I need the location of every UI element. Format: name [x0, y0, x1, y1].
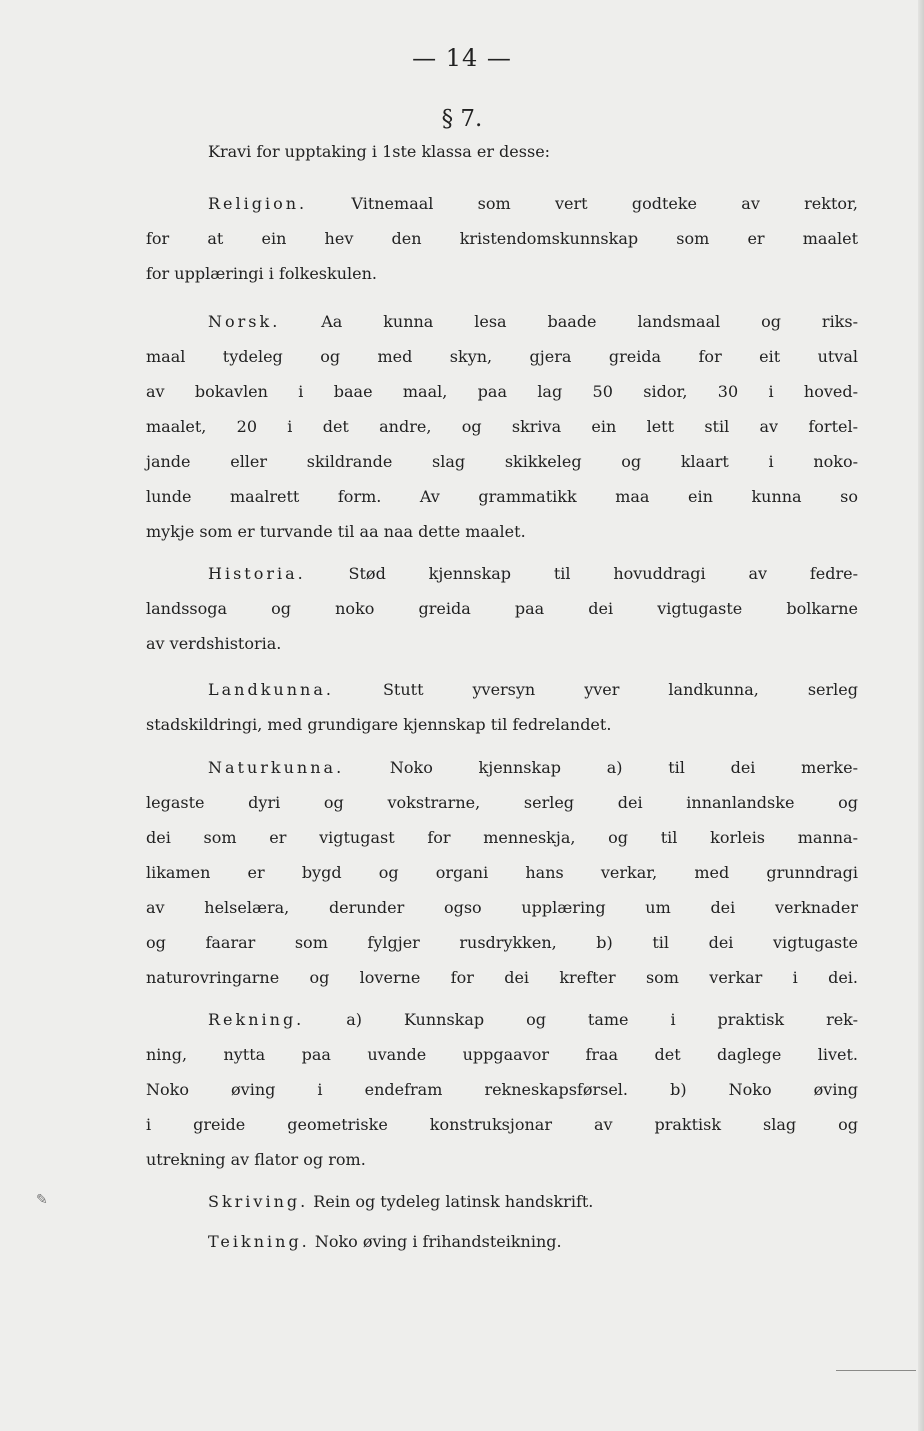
paragraph-line: mykje som er turvande til aa naa dette maalet. [146, 522, 526, 541]
paragraph-line: ning, nytta paa uvande uppgaavor fraa det daglege livet. [146, 1045, 858, 1064]
paragraph-line: stadskildringi, med grundigare kjennskap til fedrelandet. [146, 715, 612, 734]
paragraph-line: legaste dyri og vokstrarne, serleg dei innanlandske og [146, 793, 858, 812]
paragraph-line: utrekning av flator og rom. [146, 1150, 366, 1169]
paragraph-heading: Skriving. [208, 1192, 309, 1211]
paragraph-heading: Historia. [208, 564, 306, 583]
paragraph-first-line [146, 564, 858, 599]
paragraph-line: i greide geometriske konstruksjonar av praktisk slag og [146, 1115, 858, 1134]
intro-line: Kravi for upptaking i 1ste klassa er desse: [208, 142, 551, 161]
paragraph-first-line [146, 312, 858, 347]
paragraph-line: jande eller skildrande slag skikkeleg og klaart i noko- [146, 452, 858, 471]
paragraph-heading: Religion. [208, 194, 308, 213]
paragraph-first-line [146, 1192, 858, 1227]
paragraph-first-line [146, 758, 858, 793]
paragraph-line: for upplæringi i folkeskulen. [146, 264, 377, 283]
paragraph-heading: Rekning. [208, 1010, 305, 1029]
paragraph-line: av helselæra, derunder ogso upplæring um dei verknader [146, 898, 858, 917]
paragraph-text: Noko kjennskap a) til dei merke- [344, 758, 858, 777]
paragraph-teikning [146, 1232, 858, 1267]
paragraph-line: for at ein hev den kristendomskunnskap som er maalet [146, 229, 858, 248]
paragraph-line: av verdshistoria. [146, 634, 282, 653]
paragraph-line: maalet, 20 i det andre, og skriva ein lett stil av fortel- [146, 417, 858, 436]
paragraph-text: Rein og tydeleg latinsk handskrift. [308, 1192, 594, 1211]
paragraph-text: a) Kunnskap og tame i praktisk rek- [304, 1010, 858, 1029]
paragraph-line: og faarar som fylgjer rusdrykken, b) til dei vigtugaste [146, 933, 858, 952]
paragraph-heading: Norsk. [208, 312, 281, 331]
paragraph-text: Vitnemaal som vert godteke av rektor, [307, 194, 858, 213]
paragraph-religion [146, 194, 858, 299]
paragraph-heading: Naturkunna. [208, 758, 345, 777]
paragraph-first-line [146, 1010, 858, 1045]
paragraph-line: naturovringarne og loverne for dei krefter som verkar i dei. [146, 968, 858, 987]
paragraph-line: likamen er bygd og organi hans verkar, med grunndragi [146, 863, 858, 882]
paragraph-line: maal tydeleg og med skyn, gjera greida for eit utval [146, 347, 858, 366]
paragraph-heading: Teikning. [208, 1232, 310, 1251]
paragraph-historia [146, 564, 858, 669]
section-heading: § 7. [441, 106, 483, 132]
paragraph-landkunna [146, 680, 858, 750]
paragraph-rekning [146, 1010, 858, 1185]
paragraph-line: landssoga og noko greida paa dei vigtugaste bolkarne [146, 599, 858, 618]
intro-paragraph [146, 142, 858, 177]
paragraph-text: Stutt yversyn yver landkunna, serleg [333, 680, 858, 699]
margin-speck: ✎ [36, 1192, 48, 1208]
paragraph-naturkunna [146, 758, 858, 1003]
page-edge [918, 0, 924, 1431]
paragraph-line: lunde maalrett form. Av grammatikk maa ein kunna so [146, 487, 858, 506]
paragraph-heading: Landkunna. [208, 680, 334, 699]
paragraph-first-line [146, 194, 858, 229]
paragraph-first-line [146, 1232, 858, 1267]
page-number: — 14 — [412, 44, 512, 72]
paragraph-line: Noko øving i endefram rekneskapsførsel. b) Noko øving [146, 1080, 858, 1099]
edge-mark [836, 1370, 916, 1371]
paragraph-text: Stød kjennskap til hovuddragi av fedre- [305, 564, 858, 583]
paragraph-first-line [146, 680, 858, 715]
paragraph-skriving [146, 1192, 858, 1227]
paragraph-line: dei som er vigtugast for menneskja, og til korleis manna- [146, 828, 858, 847]
paragraph-line: av bokavlen i baae maal, paa lag 50 sidor, 30 i hoved- [146, 382, 858, 401]
paragraph-norsk [146, 312, 858, 557]
paragraph-text: Aa kunna lesa baade landsmaal og riks- [280, 312, 858, 331]
paragraph-text: Noko øving i frihandsteikning. [309, 1232, 562, 1251]
